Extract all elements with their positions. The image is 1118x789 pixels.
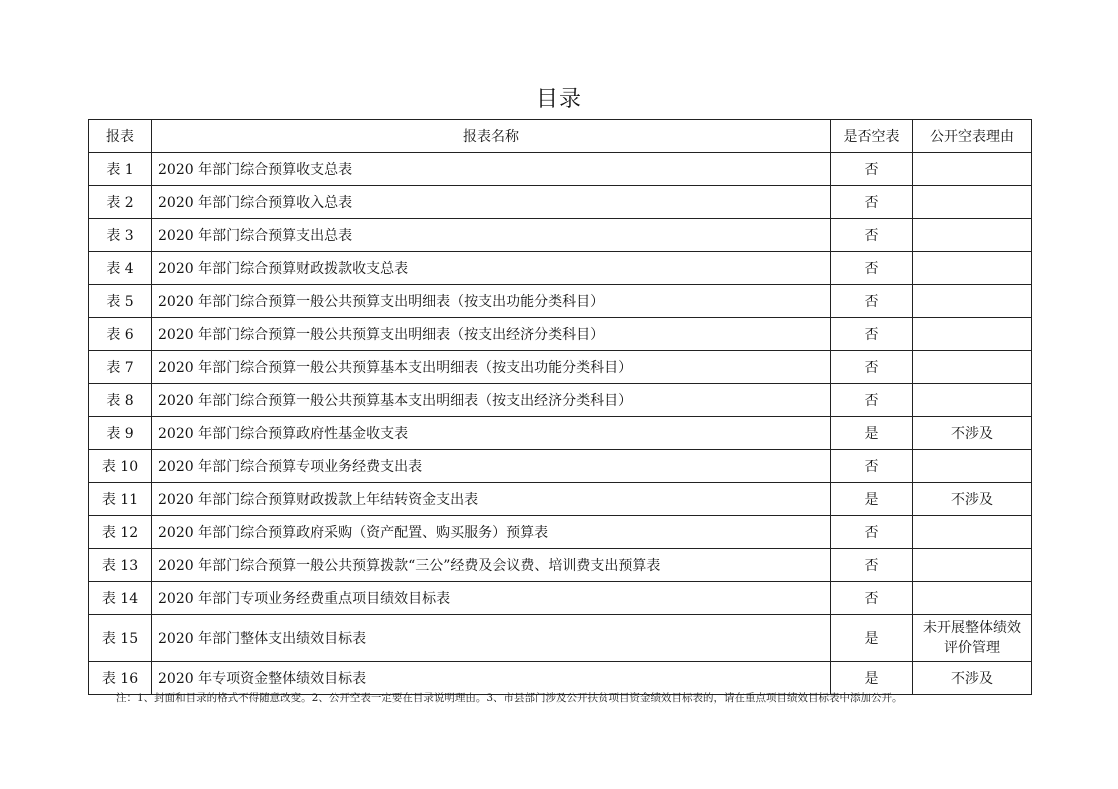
table-row <box>89 219 1032 252</box>
row-is-empty: 否 <box>831 219 913 252</box>
page-title: 目录 <box>535 87 582 112</box>
row-name: 2020 年部门综合预算政府采购（资产配置、购买服务）预算表 <box>152 516 831 549</box>
table-row <box>89 417 1032 450</box>
row-reason <box>913 186 1032 219</box>
row-name: 2020 年部门综合预算一般公共预算支出明细表（按支出经济分类科目） <box>152 318 831 351</box>
table-row <box>89 351 1032 384</box>
row-reason <box>913 549 1032 582</box>
table-row <box>89 318 1032 351</box>
row-is-empty: 否 <box>831 153 913 186</box>
row-is-empty: 否 <box>831 351 913 384</box>
row-is-empty: 否 <box>831 384 913 417</box>
row-is-empty: 否 <box>831 186 913 219</box>
row-is-empty: 否 <box>831 516 913 549</box>
row-is-empty: 否 <box>831 285 913 318</box>
row-reason <box>913 252 1032 285</box>
row-name: 2020 年部门综合预算政府性基金收支表 <box>152 417 831 450</box>
row-is-empty: 否 <box>831 549 913 582</box>
header-name: 报表名称 <box>152 120 831 153</box>
row-is-empty: 否 <box>831 252 913 285</box>
row-name: 2020 年部门专项业务经费重点项目绩效目标表 <box>152 582 831 615</box>
row-is-empty: 是 <box>831 615 913 662</box>
header-is-empty: 是否空表 <box>831 120 913 153</box>
row-number: 表 5 <box>89 285 152 318</box>
row-name: 2020 年部门综合预算一般公共预算支出明细表（按支出功能分类科目） <box>152 285 831 318</box>
row-is-empty: 否 <box>831 582 913 615</box>
row-is-empty: 否 <box>831 450 913 483</box>
row-reason <box>913 219 1032 252</box>
header-reason: 公开空表理由 <box>913 120 1032 153</box>
row-name: 2020 年部门整体支出绩效目标表 <box>152 615 831 662</box>
row-number: 表 8 <box>89 384 152 417</box>
row-number: 表 14 <box>89 582 152 615</box>
row-is-empty: 是 <box>831 662 913 695</box>
row-number: 表 15 <box>89 615 152 662</box>
row-name: 2020 年部门综合预算财政拨款上年结转资金支出表 <box>152 483 831 516</box>
row-name: 2020 年部门综合预算一般公共预算基本支出明细表（按支出功能分类科目） <box>152 351 831 384</box>
row-number: 表 3 <box>89 219 152 252</box>
row-name: 2020 年部门综合预算支出总表 <box>152 219 831 252</box>
row-number: 表 7 <box>89 351 152 384</box>
row-is-empty: 否 <box>831 318 913 351</box>
row-name: 2020 年专项资金整体绩效目标表 <box>152 662 831 695</box>
row-number: 表 9 <box>89 417 152 450</box>
table-row <box>89 516 1032 549</box>
table-row <box>89 285 1032 318</box>
row-number: 表 13 <box>89 549 152 582</box>
row-reason: 不涉及 <box>913 662 1032 695</box>
table-row <box>89 549 1032 582</box>
row-reason <box>913 582 1032 615</box>
row-number: 表 16 <box>89 662 152 695</box>
table-row <box>89 252 1032 285</box>
row-reason <box>913 153 1032 186</box>
row-reason: 不涉及 <box>913 483 1032 516</box>
row-is-empty: 是 <box>831 417 913 450</box>
row-number: 表 4 <box>89 252 152 285</box>
row-name: 2020 年部门综合预算收支总表 <box>152 153 831 186</box>
row-number: 表 6 <box>89 318 152 351</box>
row-name: 2020 年部门综合预算财政拨款收支总表 <box>152 252 831 285</box>
row-is-empty: 是 <box>831 483 913 516</box>
table-row <box>89 153 1032 186</box>
row-name: 2020 年部门综合预算一般公共预算拨款“三公”经费及会议费、培训费支出预算表 <box>152 549 831 582</box>
catalog-table <box>88 119 1032 695</box>
table-row <box>89 582 1032 615</box>
row-reason <box>913 351 1032 384</box>
row-reason: 不涉及 <box>913 417 1032 450</box>
row-reason <box>913 450 1032 483</box>
row-name: 2020 年部门综合预算一般公共预算基本支出明细表（按支出经济分类科目） <box>152 384 831 417</box>
table-row <box>89 384 1032 417</box>
row-number: 表 2 <box>89 186 152 219</box>
row-reason <box>913 384 1032 417</box>
row-reason: 未开展整体绩效评价管理 <box>913 615 1032 662</box>
row-reason <box>913 285 1032 318</box>
table-row <box>89 450 1032 483</box>
table-row <box>89 615 1032 662</box>
row-name: 2020 年部门综合预算收入总表 <box>152 186 831 219</box>
footnote: 注：1、封面和目录的格式不得随意改变。2、公开空表一定要在目录说明理由。3、市县部门涉及公开扶贫项目资金绩效目标表的，请在重点项目绩效目标表中添加公开。 <box>116 692 903 704</box>
row-reason <box>913 318 1032 351</box>
header-no: 报表 <box>89 120 152 153</box>
row-number: 表 11 <box>89 483 152 516</box>
table-header-row <box>89 120 1032 153</box>
row-reason <box>913 516 1032 549</box>
row-number: 表 12 <box>89 516 152 549</box>
row-name: 2020 年部门综合预算专项业务经费支出表 <box>152 450 831 483</box>
table-row <box>89 483 1032 516</box>
row-number: 表 10 <box>89 450 152 483</box>
row-number: 表 1 <box>89 153 152 186</box>
table-row <box>89 186 1032 219</box>
